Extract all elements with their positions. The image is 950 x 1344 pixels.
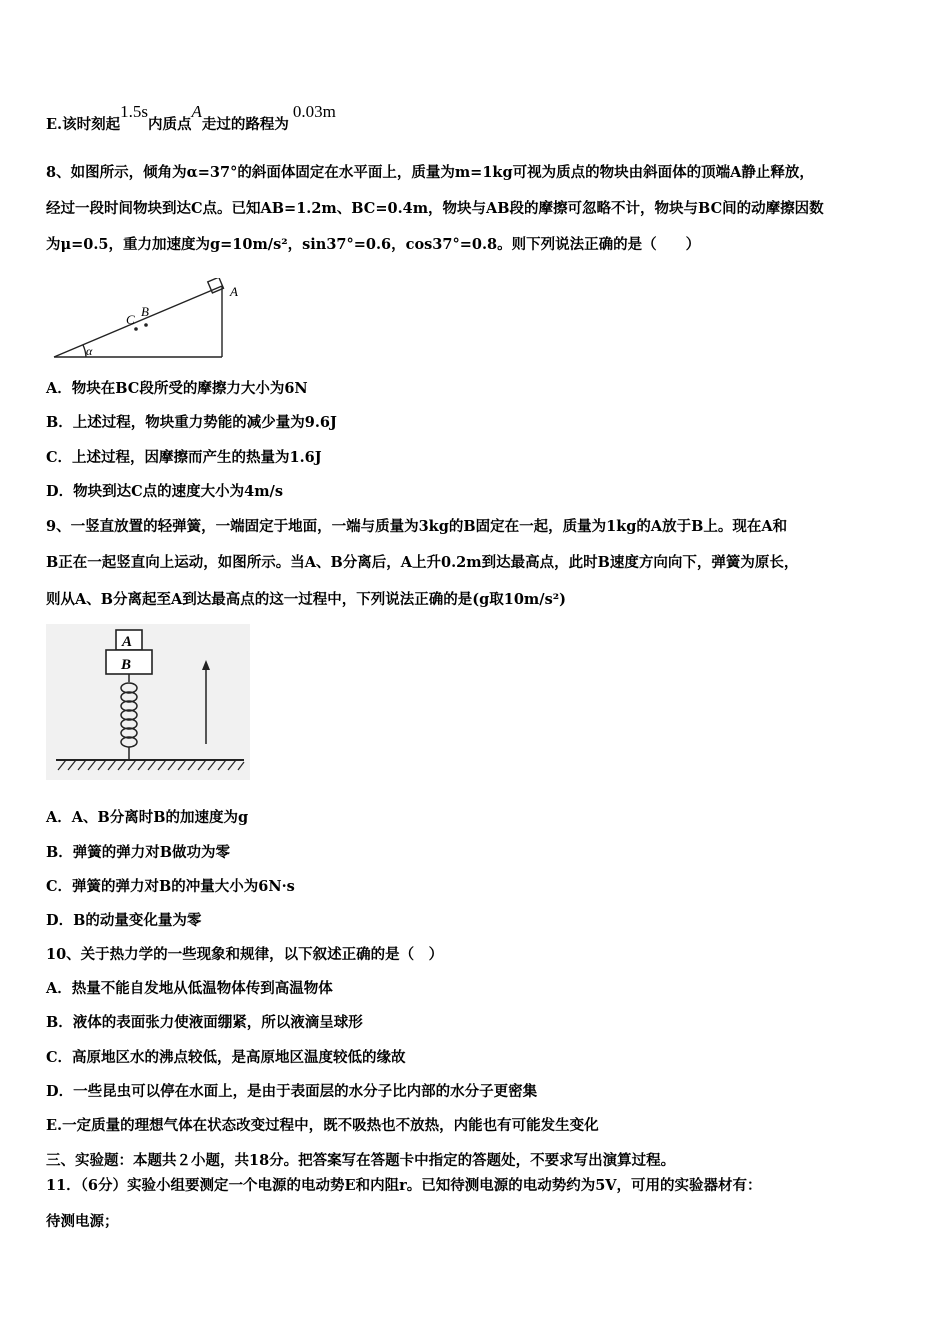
q9-stem-line3: 则从A、B分离起至A到达最高点的这一过程中，下列说法正确的是(g取10m/s²): [46, 591, 566, 608]
q10-option-b: B．液体的表面张力使液面绷紧，所以液滴呈球形: [46, 1014, 363, 1031]
q8-stem-line1: 8、如图所示，倾角为α=37°的斜面体固定在水平面上，质量为m=1kg可视为质点的物块由斜面体的顶端A静止释放，: [46, 164, 814, 181]
q7-e-mid: 内质点: [147, 116, 192, 133]
q10-option-a: A．热量不能自发地从低温物体传到高温物体: [46, 980, 333, 997]
q9-stem-line2: B正在一起竖直向上运动，如图所示。当A、B分离后，A上升0.2m到达最高点，此时B速度方向向下，弹簧为原长，: [46, 554, 799, 571]
q8-stem-line3: 为μ=0.5，重力加速度为g=10m/s²，sin37°=0.6，cos37°=0.8。则下列说法正确的是（ ）: [46, 236, 701, 253]
q9-option-d: D．B的动量变化量为零: [46, 912, 202, 929]
label-b: B: [141, 304, 149, 319]
q9-option-b: B．弹簧的弹力对B做功为零: [46, 844, 231, 861]
label-alpha: α: [86, 344, 93, 358]
q9-stem-line1: 9、一竖直放置的轻弹簧，一端固定于地面，一端与质量为3kg的B固定在一起，质量为1kg的A放于B上。现在A和: [46, 518, 788, 535]
q7-e-point: A: [191, 102, 202, 121]
q11-stem: 11．（6分）实验小组要测定一个电源的电动势E和内阻r。已知待测电源的电动势约为5V，可用的实验器材有：: [46, 1177, 762, 1194]
incline-figure: [50, 278, 250, 362]
label-c: C: [126, 312, 135, 327]
q7-e-time: 1.5s: [120, 102, 148, 121]
q7-option-e: [46, 102, 910, 135]
section-3-heading: 三、实验题：本题共２小题，共18分。把答案写在答题卡中指定的答题处，不要求写出演算过程。: [46, 1152, 676, 1169]
q10-option-c: C．高原地区水的沸点较低，是高原地区温度较低的缘故: [46, 1049, 406, 1066]
label-block-a: A: [122, 634, 133, 650]
q7-e-distance: 0.03m: [292, 102, 336, 121]
q9-option-c: C．弹簧的弹力对B的冲量大小为6N·s: [46, 878, 295, 895]
q8-option-d: D．物块到达C点的速度大小为4m/s: [46, 483, 284, 500]
q10-stem: 10、关于热力学的一些现象和规律，以下叙述正确的是（ ）: [46, 946, 444, 963]
spring-figure: [46, 624, 250, 780]
label-a: A: [230, 284, 238, 299]
q7-e-suffix: 走过的路程为: [201, 116, 289, 133]
q8-option-b: B．上述过程，物块重力势能的减少量为9.6J: [46, 414, 337, 431]
q7-e-prefix: E.该时刻起: [46, 116, 121, 133]
q10-option-e: E.一定质量的理想气体在状态改变过程中，既不吸热也不放热，内能也有可能发生变化: [46, 1117, 599, 1134]
q9-option-a: A．A、B分离时B的加速度为g: [46, 809, 249, 826]
q8-option-c: C．上述过程，因摩擦而产生的热量为1.6J: [46, 449, 322, 466]
q11-item-source: 待测电源；: [46, 1213, 119, 1230]
q8-option-a: A．物块在BC段所受的摩擦力大小为6N: [46, 380, 308, 397]
label-block-b: B: [121, 657, 132, 673]
q8-stem-line2: 经过一段时间物块到达C点。已知AB=1.2m、BC=0.4m，物块与AB段的摩擦可忽略不计，物块与BC间的动摩擦因数: [46, 200, 824, 217]
q10-option-d: D．一些昆虫可以停在水面上，是由于表面层的水分子比内部的水分子更密集: [46, 1083, 538, 1100]
